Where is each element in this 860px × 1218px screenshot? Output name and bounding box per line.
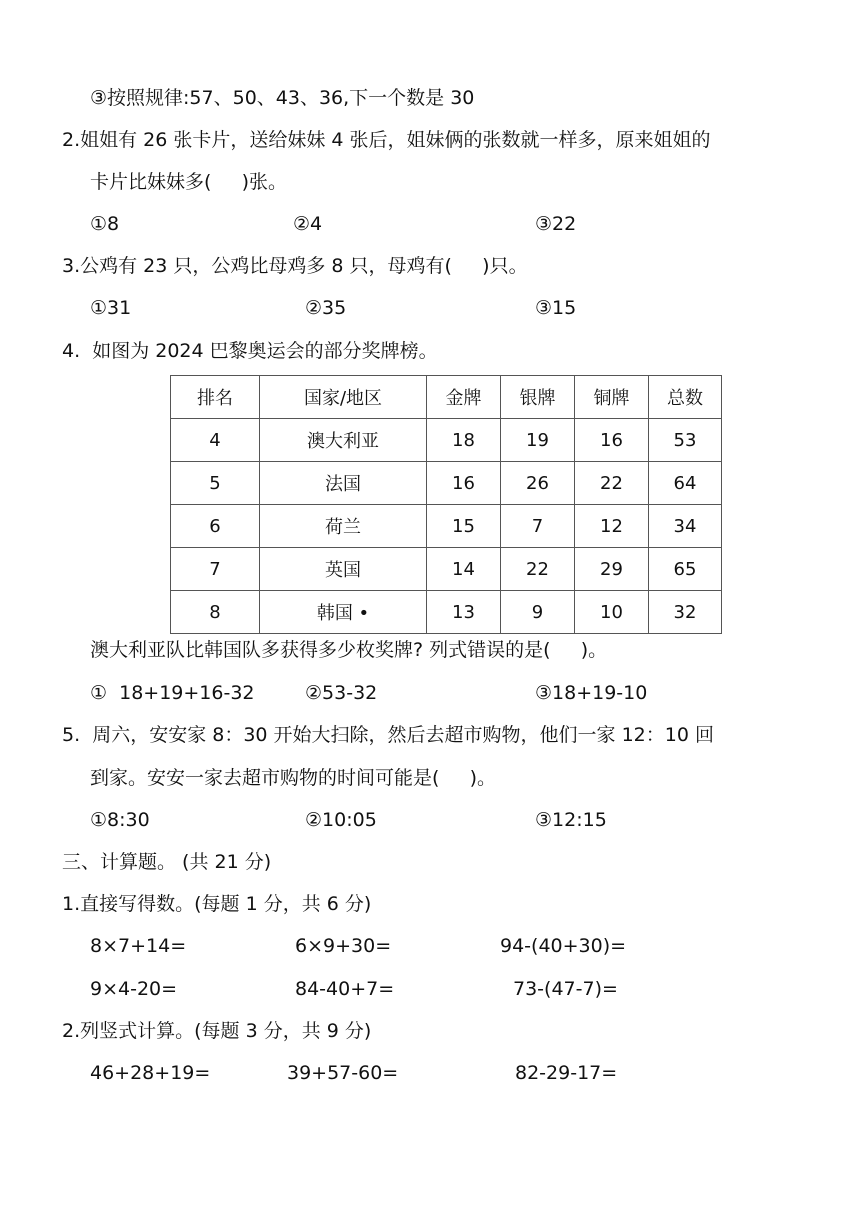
vertical-calc-item: 46+28+19= [90,1062,211,1084]
question-5-option-2: ②10:05 [305,809,377,831]
medal-table [170,375,722,634]
table-row [171,419,722,462]
cell-total: 34 [649,505,722,548]
question-3-option-1: ①31 [90,297,132,319]
question-3-line-1: 3.公鸡有 23 只，公鸡比母鸡多 8 只，母鸡有( )只。 [62,255,528,277]
header-silver: 银牌 [501,376,575,419]
cell-gold: 13 [427,591,501,634]
question-4-option-1: ① 18+19+16-32 [90,682,255,704]
cell-country: 法国 [260,462,427,505]
question-3-option-2: ②35 [305,297,347,319]
section-3-part-2-title: 2.列竖式计算。(每题 3 分，共 9 分) [62,1020,372,1042]
cell-total: 53 [649,419,722,462]
cell-rank: 8 [171,591,260,634]
question-2-option-2: ②4 [293,213,323,235]
header-total: 总数 [649,376,722,419]
cell-gold: 16 [427,462,501,505]
section-3-title: 三、计算题。 (共 21 分) [62,851,272,873]
cell-bronze: 10 [575,591,649,634]
cell-rank: 5 [171,462,260,505]
calc-item: 94-(40+30)= [500,935,627,957]
table-row [171,591,722,634]
question-5-option-3: ③12:15 [535,809,607,831]
table-row [171,548,722,591]
cell-gold: 18 [427,419,501,462]
table-row [171,462,722,505]
header-gold: 金牌 [427,376,501,419]
cell-rank: 7 [171,548,260,591]
question-4-option-2: ②53-32 [305,682,378,704]
cell-silver: 19 [501,419,575,462]
cell-silver: 26 [501,462,575,505]
cell-gold: 15 [427,505,501,548]
cell-country: 荷兰 [260,505,427,548]
previous-option-line: ③按照规律:57、50、43、36,下一个数是 30 [90,87,475,109]
cell-country: 英国 [260,548,427,591]
calc-item: 8×7+14= [90,935,187,957]
header-country: 国家/地区 [260,376,427,419]
calc-item: 84-40+7= [295,978,395,1000]
vertical-calc-item: 39+57-60= [287,1062,399,1084]
calc-item: 73-(47-7)= [513,978,618,1000]
question-2-option-1: ①8 [90,213,120,235]
question-2-option-3: ③22 [535,213,577,235]
question-5-option-1: ①8:30 [90,809,150,831]
question-4-question: 澳大利亚队比韩国队多获得多少枚奖牌? 列式错误的是( )。 [90,639,608,661]
cell-silver: 7 [501,505,575,548]
calc-item: 9×4-20= [90,978,178,1000]
question-2-line-1: 2.姐姐有 26 张卡片，送给妹妹 4 张后，姐妹俩的张数就一样多，原来姐姐的 [62,129,711,151]
header-bronze: 铜牌 [575,376,649,419]
cell-bronze: 12 [575,505,649,548]
question-4-line-1: 4. 如图为 2024 巴黎奥运会的部分奖牌榜。 [62,340,438,362]
table-header-row [171,376,722,419]
question-4-option-3: ③18+19-10 [535,682,648,704]
cell-total: 64 [649,462,722,505]
cell-gold: 14 [427,548,501,591]
cell-total: 32 [649,591,722,634]
cell-rank: 4 [171,419,260,462]
cell-silver: 9 [501,591,575,634]
question-5-line-2: 到家。安安一家去超市购物的时间可能是( )。 [90,767,497,789]
question-5-line-1: 5. 周六，安安家 8：30 开始大扫除，然后去超市购物，他们一家 12：10 回 [62,724,714,746]
section-3-part-1-title: 1.直接写得数。(每题 1 分，共 6 分) [62,893,372,915]
cell-rank: 6 [171,505,260,548]
question-2-line-2: 卡片比妹妹多( )张。 [90,171,288,193]
cell-bronze: 22 [575,462,649,505]
cell-bronze: 29 [575,548,649,591]
table-row [171,505,722,548]
cell-country: 韩国 • [260,591,427,634]
header-rank: 排名 [171,376,260,419]
cell-bronze: 16 [575,419,649,462]
vertical-calc-item: 82-29-17= [515,1062,618,1084]
question-3-option-3: ③15 [535,297,577,319]
cell-silver: 22 [501,548,575,591]
cell-total: 65 [649,548,722,591]
calc-item: 6×9+30= [295,935,392,957]
cell-country: 澳大利亚 [260,419,427,462]
